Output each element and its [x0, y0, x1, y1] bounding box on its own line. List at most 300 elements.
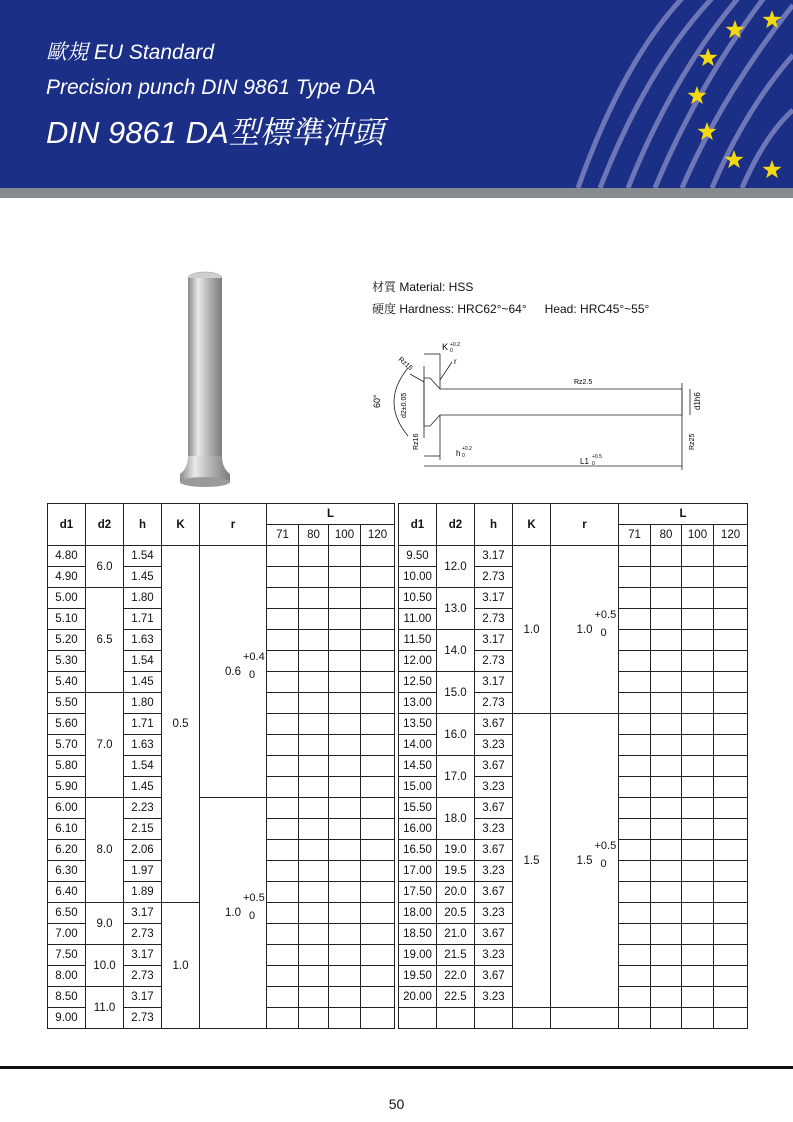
d1-cell: 15.00 [399, 777, 437, 798]
l-cell [714, 819, 748, 840]
l-cell [267, 672, 299, 693]
r-tolerance-upper: +0.4 [243, 650, 265, 663]
l-cell [329, 840, 361, 861]
l-cell [619, 588, 651, 609]
l-cell [299, 966, 329, 987]
header-l: L [267, 504, 395, 525]
d2-cell: 6.0 [86, 546, 124, 588]
l-cell [651, 756, 682, 777]
l-cell [619, 798, 651, 819]
d2-cell: 9.0 [86, 903, 124, 945]
l-cell [651, 735, 682, 756]
l-cell [714, 924, 748, 945]
d2-cell: 7.0 [86, 693, 124, 798]
h-cell: 1.63 [124, 630, 162, 651]
d1-cell: 14.50 [399, 756, 437, 777]
l1-tolerance-upper: +0.5 [592, 454, 602, 460]
l-cell [651, 714, 682, 735]
r-tolerance-lower: 0 [249, 910, 256, 922]
l-cell [682, 714, 714, 735]
l-cell [299, 714, 329, 735]
d1-cell: 5.10 [48, 609, 86, 630]
l-cell [619, 714, 651, 735]
h-cell: 3.23 [475, 945, 513, 966]
l-cell [682, 630, 714, 651]
l-cell [361, 987, 395, 1008]
d1-cell: 13.00 [399, 693, 437, 714]
r-cell [200, 546, 267, 798]
l-cell [651, 903, 682, 924]
d2-cell: 20.5 [437, 903, 475, 924]
l-cell [714, 672, 748, 693]
header-d2: d2 [86, 504, 124, 546]
star-icon [763, 160, 782, 178]
l-cell [361, 840, 395, 861]
h-cell: 3.17 [475, 546, 513, 567]
l-cell [651, 966, 682, 987]
header-k: K [513, 504, 551, 546]
h-cell: 2.73 [475, 693, 513, 714]
l-cell [329, 693, 361, 714]
d1-cell: 5.00 [48, 588, 86, 609]
h-cell: 3.23 [475, 987, 513, 1008]
l-cell [267, 651, 299, 672]
r-tolerance-lower: 0 [600, 626, 607, 639]
l-cell [329, 672, 361, 693]
l-cell [329, 567, 361, 588]
header-title-line-1: 歐規 EU Standard [46, 41, 215, 64]
header-k: K [162, 504, 200, 546]
l-cell [714, 588, 748, 609]
header-l-71: 71 [267, 525, 299, 546]
l-cell [682, 546, 714, 567]
l-cell [299, 756, 329, 777]
d1-cell: 18.00 [399, 903, 437, 924]
l-cell [651, 1008, 682, 1029]
l-cell [714, 945, 748, 966]
h-cell: 1.89 [124, 882, 162, 903]
l-cell [682, 840, 714, 861]
l-cell [682, 1008, 714, 1029]
l-cell [682, 861, 714, 882]
l-cell [682, 567, 714, 588]
l-cell [682, 819, 714, 840]
l-cell [267, 882, 299, 903]
l-cell [299, 693, 329, 714]
d1-cell: 20.00 [399, 987, 437, 1008]
h-cell: 1.80 [124, 693, 162, 714]
d1-cell: 11.00 [399, 609, 437, 630]
h-cell: 2.73 [124, 966, 162, 987]
d1-cell: 4.80 [48, 546, 86, 567]
table-row [399, 1008, 748, 1029]
l-cell [267, 798, 299, 819]
r-value [576, 839, 617, 871]
header-l-100: 100 [682, 525, 714, 546]
l-cell [682, 756, 714, 777]
h-cell: 3.17 [124, 945, 162, 966]
h-cell: 2.73 [475, 651, 513, 672]
table-row [48, 546, 395, 567]
h-cell: 2.23 [124, 798, 162, 819]
l-cell [361, 861, 395, 882]
table-row [48, 798, 395, 819]
l-cell [361, 777, 395, 798]
header-r: r [551, 504, 619, 546]
h-cell: 1.45 [124, 672, 162, 693]
l-cell [651, 588, 682, 609]
l-cell [361, 798, 395, 819]
l-cell [619, 819, 651, 840]
footer-rule [0, 1066, 793, 1069]
l-cell [329, 882, 361, 903]
l-cell [651, 798, 682, 819]
l-cell [651, 672, 682, 693]
r-dimension-label: r [454, 357, 457, 366]
l-cell [651, 840, 682, 861]
l-cell [651, 945, 682, 966]
h-cell: 1.80 [124, 588, 162, 609]
l-cell [682, 966, 714, 987]
r-nominal: 1.5 [576, 854, 593, 867]
k-tolerance-lower: 0 [450, 348, 453, 354]
h-cell: 3.17 [475, 672, 513, 693]
d1-cell: 6.30 [48, 861, 86, 882]
l-cell [329, 735, 361, 756]
d2-cell: 22.0 [437, 966, 475, 987]
l-cell [299, 735, 329, 756]
d1-cell: 6.20 [48, 840, 86, 861]
d2-cell: 15.0 [437, 672, 475, 714]
l-cell [682, 882, 714, 903]
k-tolerance-upper: +0.2 [450, 342, 460, 348]
d1-cell: 9.50 [399, 546, 437, 567]
l-cell [714, 714, 748, 735]
page-number: 50 [388, 1096, 405, 1112]
d2-cell: 20.0 [437, 882, 475, 903]
header-h: h [475, 504, 513, 546]
d2-cell: 12.0 [437, 546, 475, 588]
header-h: h [124, 504, 162, 546]
d1-dimension-label: d1h6 [693, 392, 702, 410]
l-cell [267, 861, 299, 882]
l-cell [267, 714, 299, 735]
r-cell [551, 714, 619, 1008]
material-spec: 材質 Material: HSS [372, 280, 474, 294]
l-cell [619, 945, 651, 966]
r-nominal: 1.0 [576, 623, 593, 636]
l-cell [329, 1008, 361, 1029]
l-cell [619, 735, 651, 756]
l-cell [714, 1008, 748, 1029]
d1-cell: 11.50 [399, 630, 437, 651]
l-cell [714, 651, 748, 672]
l-cell [651, 924, 682, 945]
l-cell [714, 861, 748, 882]
header-l-80: 80 [651, 525, 682, 546]
h-cell: 3.67 [475, 798, 513, 819]
l-cell [361, 567, 395, 588]
d2-cell: 21.5 [437, 945, 475, 966]
d2-cell: 19.5 [437, 861, 475, 882]
l-cell [329, 945, 361, 966]
l-cell [299, 588, 329, 609]
l-cell [682, 987, 714, 1008]
l-cell [329, 714, 361, 735]
l-cell [682, 903, 714, 924]
l-cell [299, 609, 329, 630]
d1-cell: 5.60 [48, 714, 86, 735]
h-cell: 3.17 [124, 987, 162, 1008]
r-tolerance-upper: +0.5 [243, 892, 265, 904]
h-cell: 2.73 [475, 609, 513, 630]
d2-cell: 11.0 [86, 987, 124, 1029]
l-cell [619, 672, 651, 693]
d1-cell: 5.20 [48, 630, 86, 651]
l-cell [361, 588, 395, 609]
d1-cell: 8.50 [48, 987, 86, 1008]
l-cell [329, 630, 361, 651]
l-cell [329, 861, 361, 882]
d1-cell: 4.90 [48, 567, 86, 588]
d1-cell: 5.90 [48, 777, 86, 798]
d2-cell: 19.0 [437, 840, 475, 861]
header-l-120: 120 [714, 525, 748, 546]
d1-cell: 5.40 [48, 672, 86, 693]
header-title-line-2: Precision punch DIN 9861 Type DA [46, 76, 376, 99]
l1-tolerance-lower: 0 [592, 461, 595, 467]
r-cell [551, 546, 619, 714]
h-dimension-label: h [456, 449, 461, 458]
d1-cell: 18.50 [399, 924, 437, 945]
d1-cell: 6.00 [48, 798, 86, 819]
d2-cell: 10.0 [86, 945, 124, 987]
l-cell [329, 987, 361, 1008]
d1-cell: 14.00 [399, 735, 437, 756]
l-cell [651, 609, 682, 630]
l-cell [714, 966, 748, 987]
table-left-body [48, 546, 395, 1029]
header-d1: d1 [399, 504, 437, 546]
table-right-body [399, 546, 748, 1029]
l-cell [267, 840, 299, 861]
l-cell [329, 609, 361, 630]
l-cell [299, 840, 329, 861]
d1-cell: 9.00 [48, 1008, 86, 1029]
l-cell [714, 693, 748, 714]
l-cell [682, 777, 714, 798]
r-tolerance-upper: +0.5 [594, 608, 617, 621]
d2-dimension-label: d2±0.05 [401, 392, 408, 418]
r-cell [200, 798, 267, 1029]
l-cell [329, 924, 361, 945]
h-cell: 1.97 [124, 861, 162, 882]
l-cell [361, 651, 395, 672]
hardness-spec [372, 300, 649, 317]
h-cell: 3.23 [475, 903, 513, 924]
d2-cell: 16.0 [437, 714, 475, 756]
l-cell [619, 966, 651, 987]
l-cell [619, 840, 651, 861]
h-cell: 2.06 [124, 840, 162, 861]
l-cell [651, 651, 682, 672]
l-cell [361, 924, 395, 945]
l-cell [682, 798, 714, 819]
l-cell [267, 735, 299, 756]
h-tolerance-lower: 0 [462, 453, 465, 459]
l-cell [682, 945, 714, 966]
header-banner [0, 0, 793, 188]
h-cell: 2.73 [475, 567, 513, 588]
k-cell [513, 1008, 551, 1029]
l-cell [714, 987, 748, 1008]
l-cell [361, 630, 395, 651]
l-cell [329, 777, 361, 798]
l-cell [299, 546, 329, 567]
l-cell [619, 546, 651, 567]
h-cell: 1.71 [124, 609, 162, 630]
h-cell: 3.23 [475, 777, 513, 798]
d2-cell [437, 1008, 475, 1029]
l-cell [299, 882, 329, 903]
r-nominal: 0.6 [225, 665, 241, 678]
d1-cell: 5.50 [48, 693, 86, 714]
l-cell [361, 546, 395, 567]
l-cell [682, 735, 714, 756]
rz25-right-label: Rz25 [689, 433, 696, 450]
d1-cell: 5.30 [48, 651, 86, 672]
l1-dimension-label: L1 [580, 457, 589, 466]
r-value [576, 608, 617, 640]
l-cell [619, 987, 651, 1008]
d1-cell: 19.50 [399, 966, 437, 987]
d1-cell: 17.00 [399, 861, 437, 882]
header-l-71: 71 [619, 525, 651, 546]
l-cell [651, 546, 682, 567]
d1-cell: 6.50 [48, 903, 86, 924]
l-cell [299, 567, 329, 588]
d1-cell: 6.40 [48, 882, 86, 903]
h-cell: 3.67 [475, 840, 513, 861]
l-cell [714, 798, 748, 819]
l-cell [361, 672, 395, 693]
rz16-top-label: Rz16 [396, 356, 414, 373]
l-cell [651, 987, 682, 1008]
d1-cell: 12.00 [399, 651, 437, 672]
l-cell [267, 966, 299, 987]
k-dimension-label: K [442, 342, 449, 352]
head-hardness-value: Head: HRC45°~55° [544, 302, 650, 316]
l-cell [619, 567, 651, 588]
l-cell [299, 903, 329, 924]
l-cell [361, 1008, 395, 1029]
h-cell: 1.54 [124, 651, 162, 672]
l-cell [361, 819, 395, 840]
l-cell [299, 777, 329, 798]
l-cell [714, 735, 748, 756]
h-tolerance-upper: +0.2 [462, 446, 472, 452]
l-cell [651, 819, 682, 840]
h-cell: 3.67 [475, 924, 513, 945]
r-value [225, 892, 265, 923]
header-l-120: 120 [361, 525, 395, 546]
l-cell [682, 588, 714, 609]
l-cell [299, 819, 329, 840]
k-cell: 0.5 [162, 546, 200, 903]
h-cell: 3.23 [475, 819, 513, 840]
h-cell: 3.67 [475, 756, 513, 777]
l-cell [267, 903, 299, 924]
l-cell [714, 546, 748, 567]
l-cell [361, 966, 395, 987]
l-cell [682, 651, 714, 672]
l-cell [361, 714, 395, 735]
dimension-table-right [398, 503, 748, 1029]
k-cell: 1.0 [162, 903, 200, 1029]
d2-cell: 22.5 [437, 987, 475, 1008]
header-d1: d1 [48, 504, 86, 546]
h-cell: 2.73 [124, 1008, 162, 1029]
l-cell [714, 882, 748, 903]
d1-cell: 10.50 [399, 588, 437, 609]
l-cell [299, 651, 329, 672]
l-cell [651, 567, 682, 588]
l-cell [619, 861, 651, 882]
l-cell [267, 588, 299, 609]
l-cell [361, 756, 395, 777]
header-l-100: 100 [329, 525, 361, 546]
l-cell [267, 609, 299, 630]
table-row [399, 546, 748, 567]
d1-cell: 5.70 [48, 735, 86, 756]
l-cell [299, 630, 329, 651]
l-cell [714, 840, 748, 861]
l-cell [619, 651, 651, 672]
d1-cell: 15.50 [399, 798, 437, 819]
d1-cell: 16.00 [399, 819, 437, 840]
d2-cell: 18.0 [437, 798, 475, 840]
k-cell: 1.5 [513, 714, 551, 1008]
d1-cell: 12.50 [399, 672, 437, 693]
d2-cell: 21.0 [437, 924, 475, 945]
l-cell [619, 630, 651, 651]
l-cell [651, 777, 682, 798]
l-cell [267, 546, 299, 567]
header-arc-lines [578, 0, 793, 188]
l-cell [267, 945, 299, 966]
l-cell [714, 777, 748, 798]
table-row [399, 714, 748, 735]
r-tolerance-lower: 0 [600, 857, 607, 870]
l-cell [651, 630, 682, 651]
d1-cell: 7.00 [48, 924, 86, 945]
l-cell [682, 693, 714, 714]
l-cell [329, 546, 361, 567]
d1-cell: 10.00 [399, 567, 437, 588]
l-cell [299, 1008, 329, 1029]
d2-cell: 17.0 [437, 756, 475, 798]
l-cell [329, 966, 361, 987]
h-cell: 3.23 [475, 861, 513, 882]
r-tolerance-lower: 0 [249, 668, 256, 681]
l-cell [619, 777, 651, 798]
l-cell [619, 882, 651, 903]
d1-cell [399, 1008, 437, 1029]
r-tolerance-upper: +0.5 [594, 839, 617, 852]
header-r: r [200, 504, 267, 546]
l-cell [714, 630, 748, 651]
l-cell [267, 693, 299, 714]
